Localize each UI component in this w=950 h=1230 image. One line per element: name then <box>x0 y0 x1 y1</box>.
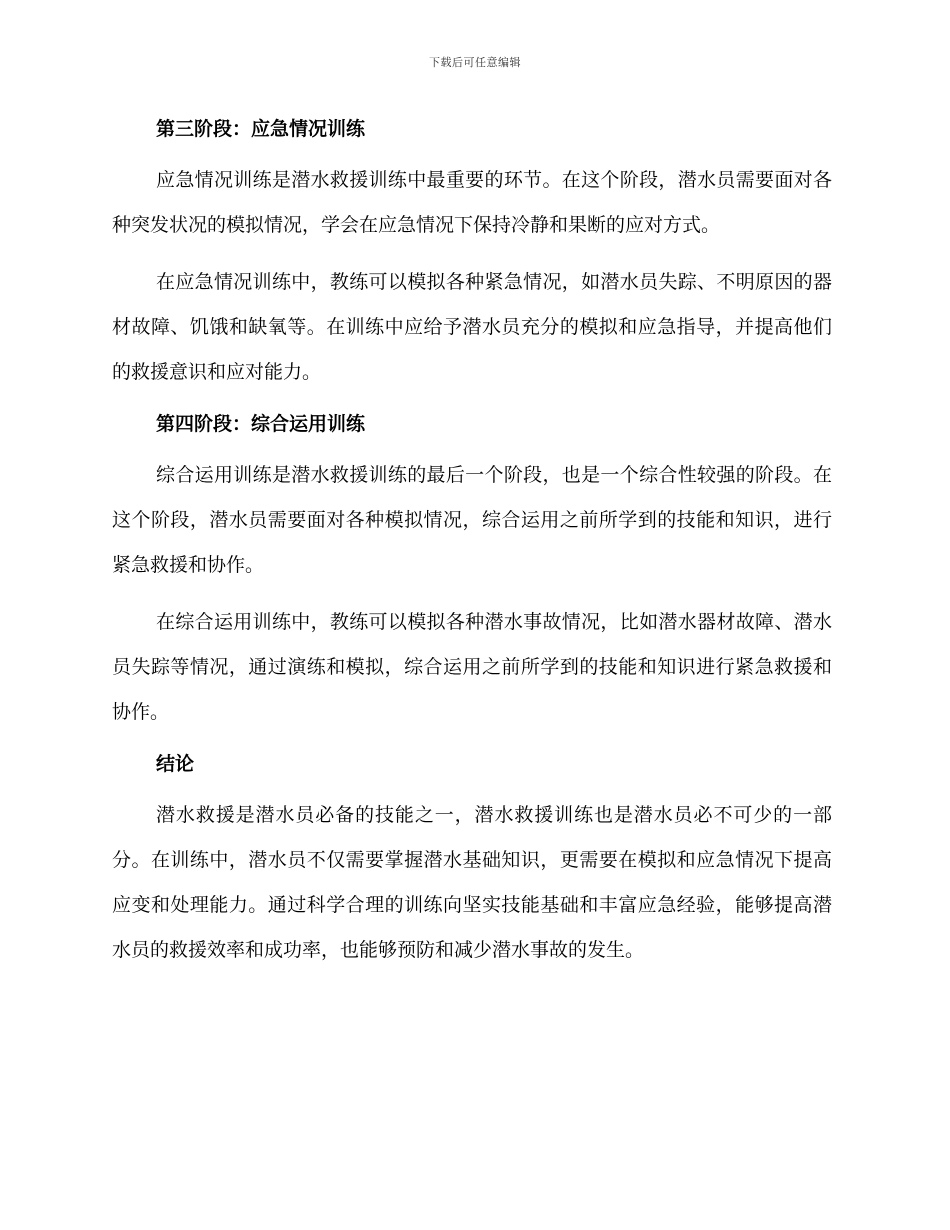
paragraph: 在应急情况训练中，教练可以模拟各种紧急情况，如潜水员失踪、不明原因的器材故障、饥饿和缺氧等。在训练中应给予潜水员充分的模拟和应急指导，并提高他们的救援意识和应对能力。 <box>112 271 832 383</box>
section-heading-stage4: 第四阶段：综合运用训练 <box>156 413 366 435</box>
header-note: 下载后可任意编辑 <box>429 56 521 69</box>
paragraph: 综合运用训练是潜水救援训练的最后一个阶段，也是一个综合性较强的阶段。在这个阶段，潜水员需要面对各种模拟情况，综合运用之前所学到的技能和知识，进行紧急救援和协作。 <box>112 464 832 576</box>
section-heading-stage3: 第三阶段：应急情况训练 <box>156 118 366 140</box>
paragraph: 在综合运用训练中，教练可以模拟各种潜水事故情况，比如潜水器材故障、潜水员失踪等情况，通过演练和模拟，综合运用之前所学到的技能和知识进行紧急救援和协作。 <box>112 611 832 723</box>
paragraph: 潜水救援是潜水员必备的技能之一，潜水救援训练也是潜水员必不可少的一部分。在训练中，潜水员不仅需要掌握潜水基础知识，更需要在模拟和应急情况下提高应变和处理能力。通过科学合理的训练向坚实技能基础和丰富应急经验，能够提高潜水员的救援效率和成功率，也能够预防和减少潜水事故的发生。 <box>112 804 832 961</box>
section-heading-conclusion: 结论 <box>156 753 195 775</box>
document-body <box>112 112 832 985</box>
paragraph: 应急情况训练是潜水救援训练中最重要的环节。在这个阶段，潜水员需要面对各种突发状况的模拟情况，学会在应急情况下保持冷静和果断的应对方式。 <box>112 169 832 236</box>
